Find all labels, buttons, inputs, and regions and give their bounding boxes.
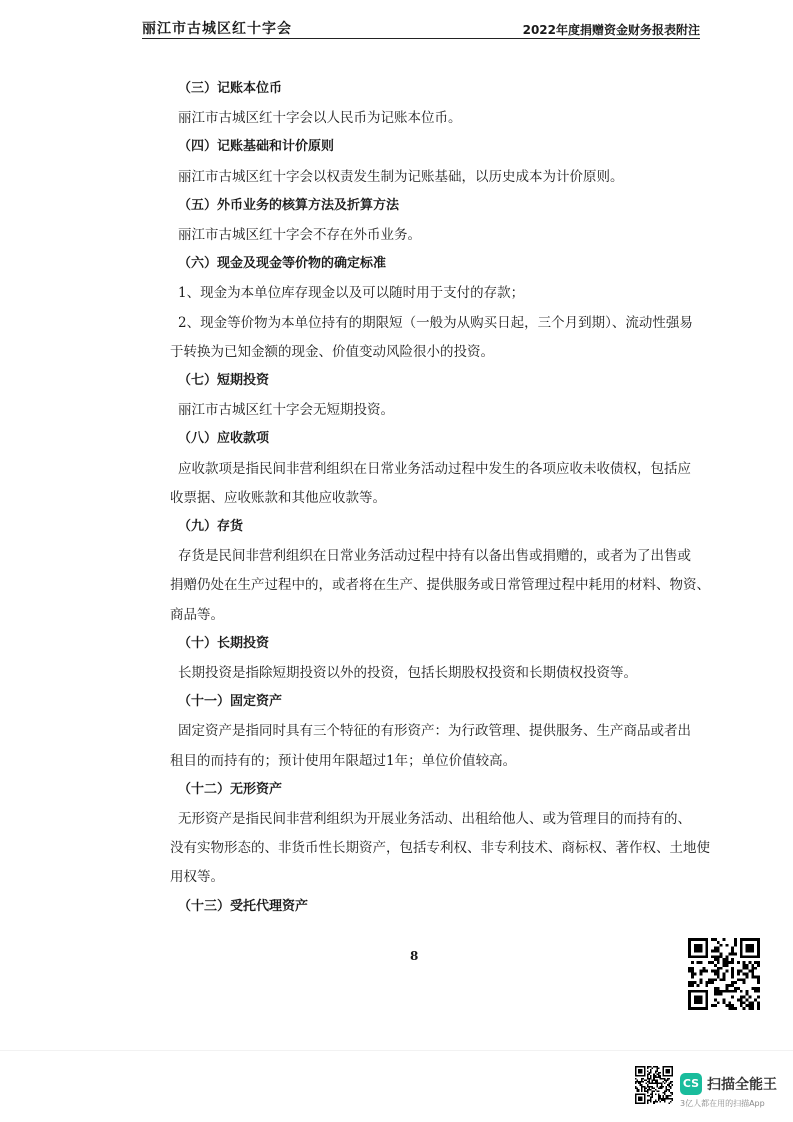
camscanner-logo-icon: CS [680,1073,702,1095]
paragraph-line: 丽江市古城区红十字会无短期投资。 [178,402,394,419]
paragraph-line: 于转换为已知金额的现金、价值变动风险很小的投资。 [170,343,494,360]
header-org-name: 丽江市古城区红十字会 [142,21,292,37]
paragraph-line: 商品等。 [170,606,224,623]
paragraph-line: 捐赠仍处在生产过程中的，或者将在生产、提供服务或日常管理过程中耗用的材料、物资、 [170,577,710,594]
section-heading: （十一）固定资产 [178,694,283,710]
section-heading: （七）短期投资 [178,373,270,388]
section-heading: （九）存货 [178,519,244,534]
paragraph-line: 2、现金等价物为本单位持有的期限短（一般为从购买日起，三个月到期）、流动性强易 [178,314,693,331]
paragraph-line: 无形资产是指民间非营利组织为开展业务活动、出租给他人、或为管理目的而持有的、 [178,811,691,827]
paragraph-line: 丽江市古城区红十字会以权责发生制为记账基础，以历史成本为计价原则。 [178,168,624,185]
paragraph-line: 租目的而持有的；预计使用年限超过1年；单位价值较高。 [170,752,517,769]
section-heading: （十）长期投资 [178,635,270,651]
section-heading: （六）现金及现金等价物的确定标准 [178,256,387,272]
camscanner-app-name: 扫描全能王 [707,1077,777,1093]
section-heading: （八）应收款项 [178,431,270,447]
paragraph-line: 用权等。 [170,869,224,886]
section-heading: （十三）受托代理资产 [178,898,309,914]
qr-code-icon [688,938,760,1010]
paragraph-line: 固定资产是指同时具有三个特征的有形资产：为行政管理、提供服务、生产商品或者出 [178,723,691,740]
section-heading: （四）记账基础和计价原则 [178,139,335,155]
paragraph-line: 丽江市古城区红十字会不存在外币业务。 [178,227,421,243]
page-number: 8 [410,949,419,963]
paragraph-line: 存货是民间非营利组织在日常业务活动过程中持有以备出售或捐赠的，或者为了出售或 [178,548,691,565]
paragraph-line: 1、现金为本单位库存现金以及可以随时用于支付的存款； [178,285,525,302]
qr-code-icon [635,1066,673,1104]
paragraph-line: 长期投资是指除短期投资以外的投资，包括长期股权投资和长期债权投资等。 [178,665,637,681]
paragraph-line: 没有实物形态的、非货币性长期资产，包括专利权、非专利技术、商标权、著作权、土地使 [170,840,710,857]
paragraph-line: 应收款项是指民间非营利组织在日常业务活动过程中发生的各项应收未收债权，包括应 [178,460,691,477]
header-report-title: 2022年度捐赠资金财务报表附注 [522,23,700,37]
section-heading: （五）外币业务的核算方法及折算方法 [178,197,400,213]
footer-divider [0,1050,793,1051]
page-header [142,10,700,39]
camscanner-slogan: 3亿人都在用的扫描App [680,1099,765,1108]
paragraph-line: 收票据、应收账款和其他应收款等。 [170,489,386,506]
section-heading: （三）记账本位币 [178,81,283,96]
section-heading: （十二）无形资产 [178,781,283,797]
paragraph-line: 丽江市古城区红十字会以人民币为记账本位币。 [178,110,462,127]
